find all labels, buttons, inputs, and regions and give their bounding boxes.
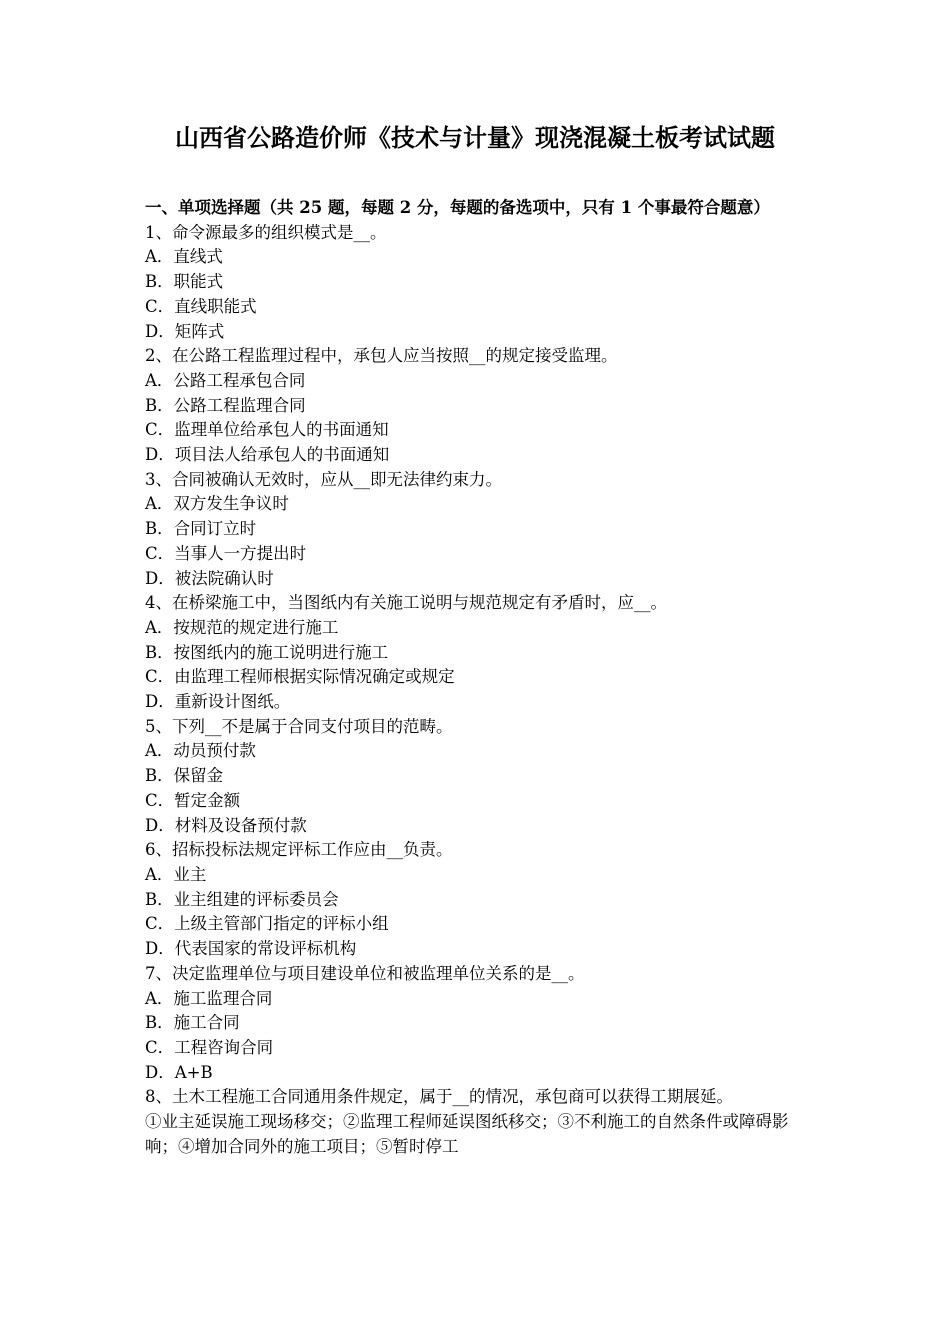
answer-option: D．项目法人给承包人的书面通知	[145, 445, 390, 465]
answer-option: B．公路工程监理合同	[145, 395, 306, 415]
question-stem: 4、在桥梁施工中，当图纸内有关施工说明与规范规定有矛盾时，应__。	[145, 593, 667, 613]
answer-option: C．当事人一方提出时	[145, 543, 307, 563]
answer-option: B．职能式	[145, 272, 224, 292]
answer-option: A．业主	[145, 864, 207, 884]
answer-option: D．A+B	[145, 1062, 213, 1082]
answer-option: D．矩阵式	[145, 321, 225, 341]
answer-option: B．合同订立时	[145, 519, 257, 539]
answer-option: D．重新设计图纸。	[145, 692, 291, 712]
answer-option: A．动员预付款	[145, 741, 256, 761]
answer-option: C．由监理工程师根据实际情况确定或规定	[145, 667, 455, 687]
document-title: 山西省公路造价师《技术与计量》现浇混凝土板考试试题	[175, 124, 775, 152]
answer-option: C．暂定金额	[145, 790, 241, 810]
answer-option: D．材料及设备预付款	[145, 815, 307, 835]
document-body	[145, 196, 815, 1159]
answer-option: C．上级主管部门指定的评标小组	[145, 914, 389, 934]
answer-option: B．施工合同	[145, 1013, 240, 1033]
question-stem: 7、决定监理单位与项目建设单位和被监理单位关系的是__。	[145, 963, 585, 983]
answer-option: B．按图纸内的施工说明进行施工	[145, 642, 389, 662]
answer-option: A．按规范的规定进行施工	[145, 617, 339, 637]
answer-option: D．代表国家的常设评标机构	[145, 939, 357, 959]
answer-option: A．直线式	[145, 247, 223, 267]
answer-option: C．监理单位给承包人的书面通知	[145, 420, 389, 440]
answer-option: B．业主组建的评标委员会	[145, 889, 339, 909]
question-stem: 6、招标投标法规定评标工作应由__负责。	[145, 840, 453, 860]
answer-option: B．保留金	[145, 766, 224, 786]
question-stem: 2、在公路工程监理过程中，承包人应当按照__的规定接受监理。	[145, 346, 618, 366]
answer-option: D．被法院确认时	[145, 568, 274, 588]
answer-option: C．工程咨询合同	[145, 1037, 274, 1057]
question-stem: 1、命令源最多的组织模式是__。	[145, 222, 387, 242]
answer-option: A．公路工程承包合同	[145, 370, 306, 390]
answer-option: A．双方发生争议时	[145, 494, 289, 514]
question-detail: ①业主延误施工现场移交；②监理工程师延误图纸移交；③不利施工的自然条件或障碍影响；④增加合同外的施工项目；⑤暂时停工	[145, 1112, 789, 1156]
question-stem: 3、合同被确认无效时，应从__即无法律约束力。	[145, 469, 502, 489]
question-stem: 8、土木工程施工合同通用条件规定，属于__的情况，承包商可以获得工期展延。	[145, 1087, 733, 1107]
question-list	[145, 221, 815, 1086]
section-heading: 一、单项选择题（共 25 题，每题 2 分，每题的备选项中，只有 1 个事最符合题意）	[145, 198, 770, 217]
answer-option: A．施工监理合同	[145, 988, 273, 1008]
answer-option: C．直线职能式	[145, 296, 257, 316]
question-stem: 5、下列__不是属于合同支付项目的范畴。	[145, 716, 453, 736]
